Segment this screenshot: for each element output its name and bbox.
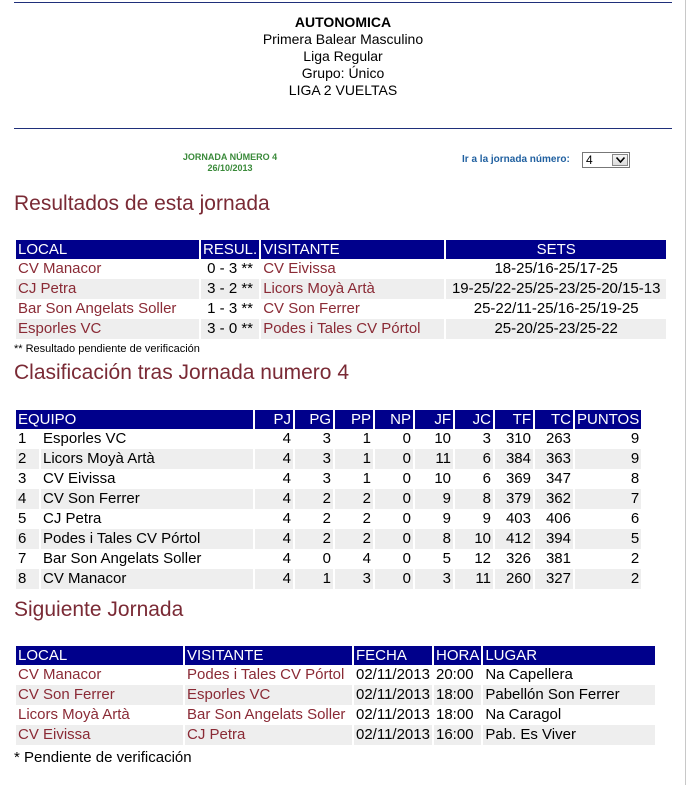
stat-pp: 3 — [335, 569, 373, 589]
team-name: CV Eivissa — [43, 470, 116, 487]
match-date: 02/11/2013 — [356, 706, 430, 723]
stat-pg: 2 — [322, 510, 331, 527]
table-row — [16, 529, 641, 549]
competition-group: Grupo: Único — [301, 65, 385, 81]
next-header-row — [16, 646, 655, 665]
visitor-team-link[interactable]: CV Son Ferrer — [263, 300, 360, 317]
col-jc: JC — [455, 410, 493, 429]
col-place: LUGAR — [483, 646, 655, 665]
match-sets: 25-22/11-25/16-25/19-25 — [473, 300, 639, 317]
goto-jornada-label: Ir a la jornada número: — [462, 154, 570, 165]
position: 2 — [16, 449, 39, 469]
visitor-team-link[interactable]: Esporles VC — [185, 685, 352, 705]
competition-category: Primera Balear Masculino — [262, 31, 424, 47]
stat-tc: 406 — [545, 510, 571, 527]
stat-tf: 260 — [495, 569, 533, 589]
match-place: Pab. Es Viver — [483, 725, 655, 745]
local-team-link[interactable]: CV Son Ferrer — [16, 685, 183, 705]
table-row — [16, 705, 655, 725]
stat-pj: 4 — [282, 430, 291, 447]
jornada-select[interactable] — [582, 152, 630, 168]
local-team-link[interactable]: CV Eivissa — [16, 725, 183, 745]
stat-tf: 403 — [505, 510, 531, 527]
position: 4 — [16, 489, 39, 509]
top-divider — [14, 2, 672, 3]
jornada-date: 26/10/2013 — [207, 163, 253, 173]
match-place: Na Caragol — [485, 706, 562, 723]
table-row — [16, 449, 641, 469]
position: 1 — [18, 430, 27, 447]
stat-np: 0 — [375, 449, 413, 469]
col-pj: PJ — [255, 410, 293, 429]
stat-pj: 4 — [282, 550, 291, 567]
stat-pp: 4 — [362, 550, 371, 567]
stat-tc: 394 — [535, 529, 573, 549]
col-pp: PP — [335, 410, 373, 429]
local-team-link[interactable]: Licors Moyà Artà — [18, 706, 130, 723]
stat-jf: 3 — [415, 569, 453, 589]
stat-jc: 6 — [482, 470, 491, 487]
competition-header — [14, 14, 672, 99]
stat-np: 0 — [402, 550, 411, 567]
match-sets: 19-25/22-25/25-23/25-20/15-13 — [446, 279, 666, 299]
col-result: RESUL. — [203, 241, 258, 258]
col-jf: JF — [415, 410, 453, 429]
col-visitor: VISITANTE — [261, 240, 444, 259]
stat-pj: 4 — [255, 449, 293, 469]
match-result: 1 - 3 ** — [207, 300, 254, 317]
stat-jc: 10 — [455, 529, 493, 549]
stat-tc: 347 — [545, 470, 571, 487]
table-row — [16, 259, 666, 279]
match-place: Pabellón Son Ferrer — [483, 685, 655, 705]
match-time: 18:00 — [436, 706, 474, 723]
team-name: CJ Petra — [43, 510, 102, 527]
stat-jc: 9 — [482, 510, 491, 527]
stat-pg: 2 — [295, 489, 333, 509]
jornada-info — [150, 152, 310, 174]
stat-pp: 2 — [335, 489, 373, 509]
standings-header-row — [16, 410, 641, 429]
col-tf: TF — [495, 410, 533, 429]
table-row — [16, 469, 641, 489]
local-team-link[interactable]: Bar Son Angelats Soller — [18, 300, 177, 317]
stat-jf: 9 — [415, 489, 453, 509]
stat-pg: 3 — [322, 470, 331, 487]
stat-tc: 363 — [535, 449, 573, 469]
col-team: EQUIPO — [16, 410, 253, 429]
visitor-team-link[interactable]: Bar Son Angelats Soller — [187, 706, 346, 723]
stat-jf: 11 — [415, 449, 453, 469]
position: 6 — [16, 529, 39, 549]
stat-tf: 310 — [505, 430, 531, 447]
col-points: PUNTOS — [577, 411, 640, 428]
stat-tf: 326 — [505, 550, 531, 567]
stat-pp: 1 — [362, 470, 371, 487]
visitor-team-link[interactable]: Podes i Tales CV Pórtol — [261, 319, 444, 339]
visitor-team-link[interactable]: Licors Moyà Artà — [261, 279, 444, 299]
visitor-team-link[interactable]: CV Eivissa — [263, 260, 336, 277]
table-row — [16, 429, 641, 449]
col-local: LOCAL — [16, 240, 199, 259]
col-pg: PG — [295, 410, 333, 429]
stat-points: 7 — [575, 489, 641, 509]
col-date: FECHA — [354, 646, 432, 665]
team-name: CV Son Ferrer — [41, 489, 253, 509]
local-team-link[interactable]: CV Manacor — [18, 260, 102, 277]
stat-pp: 1 — [362, 430, 371, 447]
stat-np: 0 — [402, 430, 411, 447]
col-visitor: VISITANTE — [185, 646, 352, 665]
table-row — [16, 319, 666, 339]
stat-jf: 5 — [442, 550, 451, 567]
col-sets: SETS — [446, 240, 666, 259]
team-name: CV Manacor — [41, 569, 253, 589]
table-row — [16, 489, 641, 509]
match-sets: 18-25/16-25/17-25 — [494, 260, 618, 277]
match-date: 02/11/2013 — [354, 725, 432, 745]
table-row — [16, 509, 641, 529]
stat-points: 6 — [630, 510, 640, 527]
stat-tc: 362 — [535, 489, 573, 509]
stat-pj: 4 — [255, 529, 293, 549]
match-result: 0 - 3 ** — [207, 260, 254, 277]
col-np: NP — [375, 410, 413, 429]
match-result: 3 - 0 ** — [201, 319, 259, 339]
local-team-link[interactable]: CJ Petra — [16, 279, 199, 299]
position: 8 — [16, 569, 39, 589]
stat-tc: 381 — [545, 550, 571, 567]
team-name: Bar Son Angelats Soller — [43, 550, 202, 567]
table-row — [16, 725, 655, 745]
results-header-row — [16, 240, 666, 259]
stat-pj: 4 — [255, 569, 293, 589]
standings-title: Clasificación tras Jornada numero 4 — [14, 361, 349, 384]
match-sets: 25-20/25-23/25-22 — [446, 319, 666, 339]
jornada-number: JORNADA NÚMERO 4 — [182, 152, 278, 162]
col-local: LOCAL — [16, 646, 183, 665]
col-tc: TC — [535, 410, 573, 429]
table-row — [16, 279, 666, 299]
stat-jf: 10 — [434, 470, 451, 487]
table-row — [16, 569, 641, 589]
header-divider — [14, 128, 672, 129]
stat-pp: 2 — [335, 529, 373, 549]
table-row — [16, 665, 655, 685]
stat-pg: 0 — [322, 550, 331, 567]
stat-pj: 4 — [255, 489, 293, 509]
stat-np: 0 — [375, 489, 413, 509]
stat-points: 2 — [630, 550, 640, 567]
team-name: Esporles VC — [43, 430, 127, 447]
stat-jf: 8 — [415, 529, 453, 549]
visitor-team-link[interactable]: CJ Petra — [185, 725, 352, 745]
stat-np: 0 — [402, 510, 411, 527]
stat-pg: 3 — [295, 449, 333, 469]
col-time: HORA — [436, 647, 480, 664]
results-note: ** Resultado pendiente de verificación — [14, 343, 200, 355]
stat-np: 0 — [375, 569, 413, 589]
stat-points: 9 — [630, 430, 640, 447]
competition-phase: Liga Regular — [303, 48, 383, 64]
stat-points: 8 — [630, 470, 640, 487]
stat-jc: 8 — [455, 489, 493, 509]
stat-np: 0 — [402, 470, 411, 487]
visitor-team-link[interactable]: Podes i Tales CV Pórtol — [187, 666, 345, 683]
match-time: 16:00 — [434, 725, 481, 745]
jornada-select-value: 4 — [586, 153, 593, 167]
stat-np: 0 — [375, 529, 413, 549]
team-name: Podes i Tales CV Pórtol — [41, 529, 253, 549]
stat-jc: 12 — [474, 550, 491, 567]
competition-format: LIGA 2 VUELTAS — [288, 82, 398, 98]
local-team-link[interactable]: Esporles VC — [16, 319, 199, 339]
stat-jc: 11 — [455, 569, 493, 589]
team-name: Licors Moyà Artà — [41, 449, 253, 469]
next-jornada-note: * Pendiente de verificación — [14, 749, 192, 766]
results-table — [14, 240, 668, 339]
standings-table — [14, 410, 643, 589]
table-row — [16, 549, 641, 569]
stat-points: 5 — [575, 529, 641, 549]
stat-points: 9 — [575, 449, 641, 469]
stat-jc: 6 — [455, 449, 493, 469]
position: 7 — [18, 550, 27, 567]
stat-points: 2 — [575, 569, 641, 589]
stat-jf: 10 — [434, 430, 451, 447]
stat-tc: 327 — [535, 569, 573, 589]
match-time: 20:00 — [436, 666, 474, 683]
stat-pg: 1 — [295, 569, 333, 589]
match-date: 02/11/2013 — [354, 685, 432, 705]
stat-pj: 4 — [282, 510, 291, 527]
match-result: 3 - 2 ** — [201, 279, 259, 299]
position: 5 — [18, 510, 27, 527]
match-place: Na Capellera — [485, 666, 573, 683]
stat-jf: 9 — [442, 510, 451, 527]
stat-tc: 263 — [545, 430, 571, 447]
stat-pg: 3 — [322, 430, 331, 447]
table-row — [16, 299, 666, 319]
local-team-link[interactable]: CV Manacor — [18, 666, 102, 683]
next-jornada-title: Siguiente Jornada — [14, 598, 184, 621]
stat-jc: 3 — [482, 430, 491, 447]
next-jornada-table — [14, 646, 657, 745]
stat-pp: 1 — [335, 449, 373, 469]
match-date: 02/11/2013 — [356, 666, 430, 683]
chevron-down-icon[interactable] — [612, 154, 628, 166]
stat-tf: 369 — [505, 470, 531, 487]
stat-pp: 2 — [362, 510, 371, 527]
competition-title: AUTONOMICA — [294, 14, 392, 30]
results-title: Resultados de esta jornada — [14, 192, 270, 215]
stat-tf: 384 — [495, 449, 533, 469]
stat-pg: 2 — [295, 529, 333, 549]
table-row — [16, 685, 655, 705]
position: 3 — [18, 470, 27, 487]
stat-pj: 4 — [282, 470, 291, 487]
right-border — [685, 0, 686, 785]
stat-tf: 412 — [495, 529, 533, 549]
match-time: 18:00 — [434, 685, 481, 705]
stat-tf: 379 — [495, 489, 533, 509]
